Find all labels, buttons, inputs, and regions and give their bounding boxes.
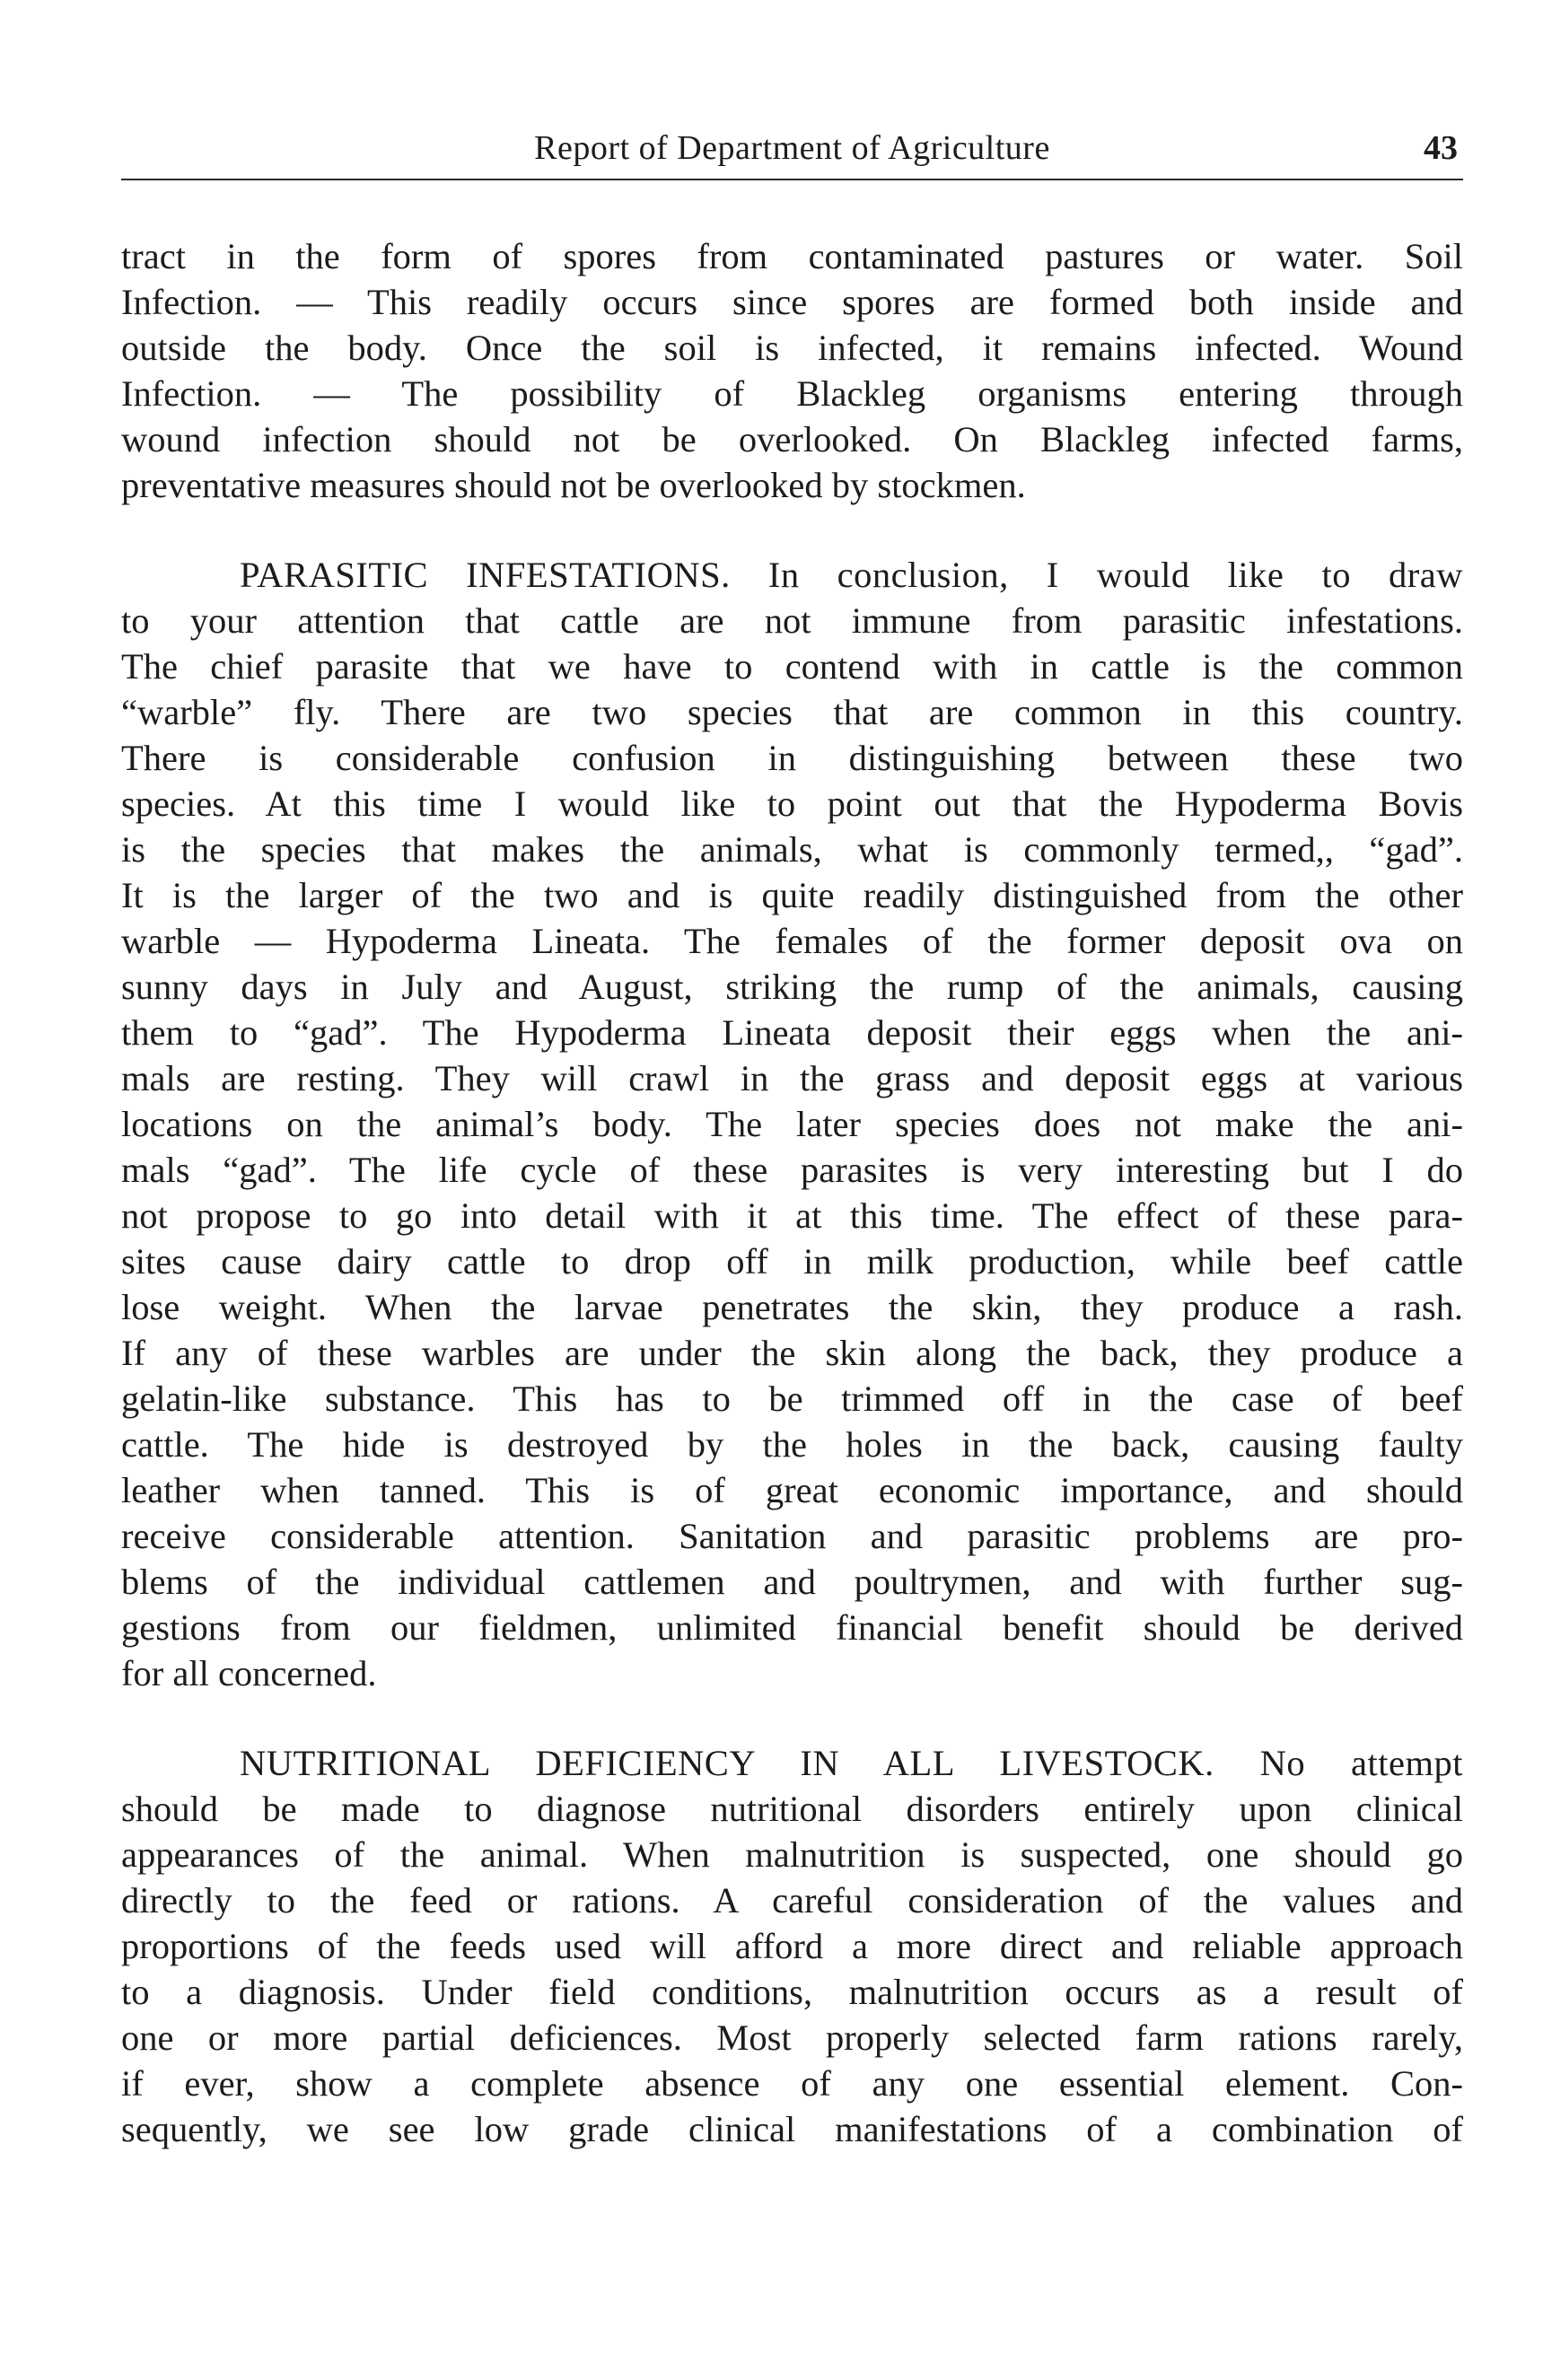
text-line: sequently, we see low grade clinical manifestations of a combination of bbox=[121, 2109, 1463, 2149]
text-line: NUTRITIONAL DEFICIENCY IN ALL LIVESTOCK. No attempt bbox=[240, 1743, 1463, 1783]
text-line: to your attention that cattle are not immune from parasitic infestations. bbox=[121, 600, 1463, 641]
text-line: leather when tanned. This is of great economic importance, and should bbox=[121, 1470, 1463, 1510]
paragraph-parasitic-infestations bbox=[121, 552, 1463, 1696]
text-line: It is the larger of the two and is quite readily distinguished from the other bbox=[121, 875, 1463, 915]
text-line: warble — Hypoderma Lineata. The females of the former deposit ova on bbox=[121, 921, 1463, 961]
text-line: lose weight. When the larvae penetrates the skin, they produce a rash. bbox=[121, 1287, 1463, 1327]
text-line: sites cause dairy cattle to drop off in milk production, while beef cattle bbox=[121, 1241, 1463, 1282]
text-line: mals “gad”. The life cycle of these parasites is very interesting but I do bbox=[121, 1150, 1463, 1190]
text-line: Infection. — This readily occurs since spores are formed both inside and bbox=[121, 282, 1463, 322]
text-line: outside the body. Once the soil is infected, it remains infected. Wound bbox=[121, 328, 1463, 368]
text-line: if ever, show a complete absence of any one essential element. Con- bbox=[121, 2063, 1463, 2104]
text-line: proportions of the feeds used will afford a more direct and reliable approach bbox=[121, 1926, 1463, 1966]
text-line: blems of the individual cattlemen and poultrymen, and with further sug- bbox=[121, 1562, 1463, 1602]
text-line: one or more partial deficiences. Most properly selected farm rations rarely, bbox=[121, 2017, 1463, 2058]
text-line: wound infection should not be overlooked. On Blackleg infected farms, bbox=[121, 419, 1463, 459]
text-line: them to “gad”. The Hypoderma Lineata deposit their eggs when the ani- bbox=[121, 1012, 1463, 1053]
body-text bbox=[121, 233, 1463, 2152]
text-line: mals are resting. They will crawl in the grass and deposit eggs at various bbox=[121, 1058, 1463, 1098]
text-line: locations on the animal’s body. The later species does not make the ani- bbox=[121, 1104, 1463, 1144]
running-title: Report of Department of Agriculture bbox=[534, 129, 1050, 167]
text-line: preventative measures should not be overlooked by stockmen. bbox=[121, 465, 1026, 505]
text-line: for all concerned. bbox=[121, 1653, 377, 1693]
running-header bbox=[121, 121, 1463, 180]
text-line: sunny days in July and August, striking the rump of the animals, causing bbox=[121, 967, 1463, 1007]
text-line: “warble” fly. There are two species that are common in this country. bbox=[121, 692, 1463, 732]
page-number: 43 bbox=[1424, 129, 1458, 167]
paragraph-nutritional-deficiency bbox=[121, 1740, 1463, 2152]
text-line: cattle. The hide is destroyed by the holes in the back, causing faulty bbox=[121, 1424, 1463, 1465]
text-line: gelatin-like substance. This has to be trimmed off in the case of beef bbox=[121, 1378, 1463, 1419]
text-line: gestions from our fieldmen, unlimited financial benefit should be derived bbox=[121, 1607, 1463, 1648]
text-line: Infection. — The possibility of Blackleg organisms entering through bbox=[121, 373, 1463, 414]
paragraph-blackleg-infection bbox=[121, 233, 1463, 508]
text-line: to a diagnosis. Under field conditions, malnutrition occurs as a result of bbox=[121, 1972, 1463, 2012]
text-line: If any of these warbles are under the skin along the back, they produce a bbox=[121, 1333, 1463, 1373]
text-line: not propose to go into detail with it at this time. The effect of these para- bbox=[121, 1195, 1463, 1236]
text-line: There is considerable confusion in distinguishing between these two bbox=[121, 738, 1463, 778]
text-line: tract in the form of spores from contaminated pastures or water. Soil bbox=[121, 236, 1463, 276]
text-line: receive considerable attention. Sanitation and parasitic problems are pro- bbox=[121, 1516, 1463, 1556]
text-line: is the species that makes the animals, what is commonly termed,, “gad”. bbox=[121, 829, 1463, 870]
text-line: appearances of the animal. When malnutrition is suspected, one should go bbox=[121, 1834, 1463, 1875]
text-line: PARASITIC INFESTATIONS. In conclusion, I would like to draw bbox=[240, 555, 1463, 595]
text-line: The chief parasite that we have to contend with in cattle is the common bbox=[121, 646, 1463, 687]
text-line: should be made to diagnose nutritional disorders entirely upon clinical bbox=[121, 1789, 1463, 1829]
text-line: directly to the feed or rations. A careful consideration of the values and bbox=[121, 1880, 1463, 1921]
text-line: species. At this time I would like to point out that the Hypoderma Bovis bbox=[121, 783, 1463, 824]
